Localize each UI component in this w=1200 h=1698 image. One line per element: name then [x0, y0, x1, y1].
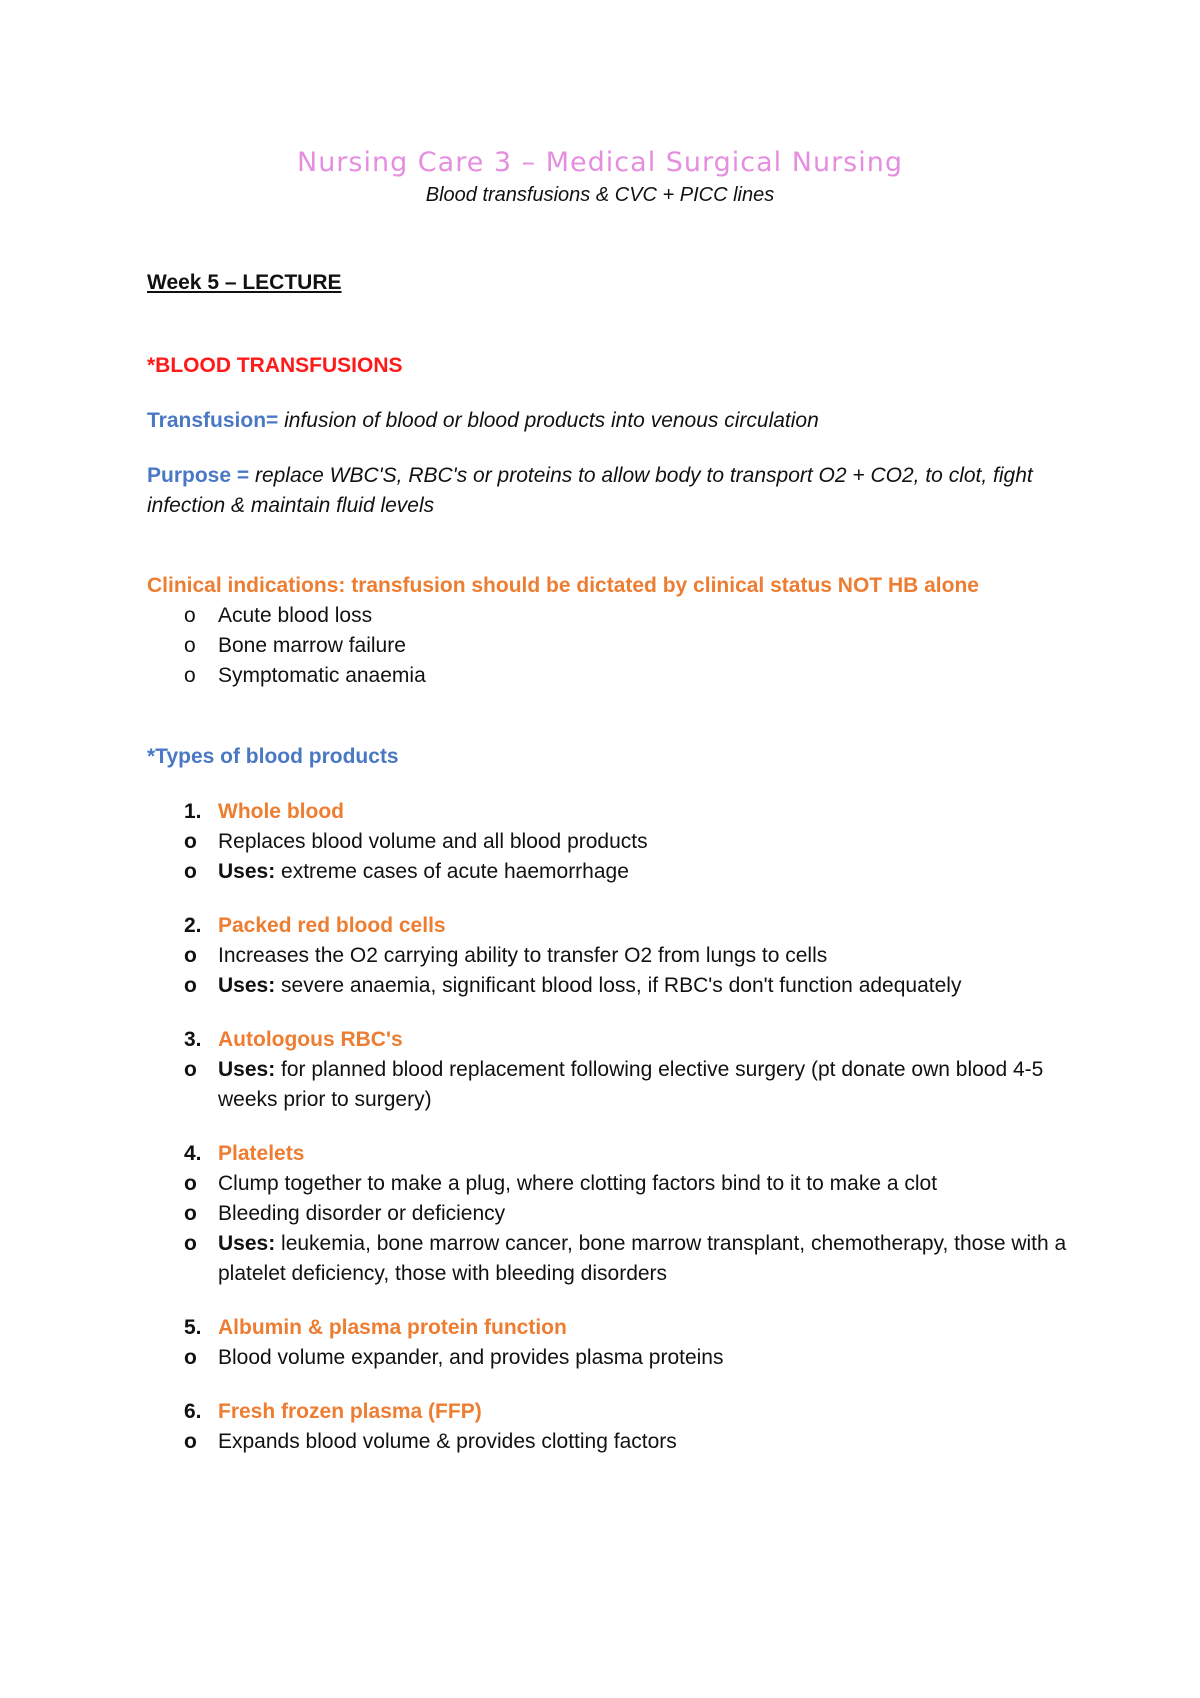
- bullet-text: Expands blood volume & provides clotting factors: [218, 1430, 677, 1453]
- list-item: o Acute blood loss: [147, 601, 1067, 631]
- clinical-indications-heading: Clinical indications: transfusion should be dictated by clinical status NOT HB alone: [147, 574, 979, 597]
- list-item: [147, 827, 1067, 857]
- product-bullets: [147, 1343, 1067, 1373]
- uses-label: Uses:: [218, 860, 276, 883]
- product-title: Whole blood: [218, 800, 344, 823]
- product-number: 3.: [184, 1028, 202, 1051]
- product-title: Platelets: [218, 1142, 305, 1165]
- list-item: [147, 941, 1067, 971]
- list-item: [147, 1343, 1067, 1373]
- bullet-text: for planned blood replacement following elective surgery (pt donate own blood 4-5 weeks prior to surgery): [218, 1058, 1044, 1111]
- bullet-text: Blood volume expander, and provides plasma proteins: [218, 1346, 724, 1369]
- product-title: Albumin & plasma protein function: [218, 1316, 567, 1339]
- uses-label: Uses:: [218, 1232, 276, 1255]
- bullet-text: Clump together to make a plug, where clotting factors bind to it to make a clot: [218, 1172, 938, 1195]
- bullet-text: Replaces blood volume and all blood products: [218, 830, 648, 853]
- list-item: [147, 1169, 1067, 1199]
- list-item: o Symptomatic anaemia: [147, 661, 1067, 691]
- document-subtitle: Blood transfusions & CVC + PICC lines: [425, 183, 775, 206]
- product-heading: [147, 911, 1067, 941]
- product-heading: [147, 1139, 1067, 1169]
- transfusion-text: infusion of blood or blood products into venous circulation: [278, 409, 819, 432]
- uses-label: Uses:: [218, 1058, 276, 1081]
- list-item: [147, 1199, 1067, 1229]
- product-title: Packed red blood cells: [218, 914, 446, 937]
- list-item: [147, 1055, 1067, 1115]
- product-number: 4.: [184, 1142, 202, 1165]
- bullet-text: leukemia, bone marrow cancer, bone marrow transplant, chemotherapy, those with a platelet deficiency, those with bleeding disorders: [218, 1232, 1067, 1285]
- product-bullets: [147, 1427, 1067, 1457]
- purpose-label: Purpose =: [147, 464, 250, 487]
- clinical-indications-list: [147, 601, 1067, 691]
- bullet-text: extreme cases of acute haemorrhage: [275, 860, 629, 883]
- week-heading: Week 5 – LECTURE: [147, 271, 342, 294]
- bullet-text: Bleeding disorder or deficiency: [218, 1202, 506, 1225]
- blood-transfusions-heading: *BLOOD TRANSFUSIONS: [147, 354, 403, 377]
- product-bullets: [147, 941, 1067, 1001]
- product-heading: [147, 797, 1067, 827]
- document-body: [147, 268, 1067, 1457]
- product-bullets: [147, 827, 1067, 887]
- product-number: 5.: [184, 1316, 202, 1339]
- product-number: 1.: [184, 800, 202, 823]
- product-heading: [147, 1025, 1067, 1055]
- product-number: 2.: [184, 914, 202, 937]
- product-bullets: [147, 1055, 1067, 1115]
- product-bullets: [147, 1169, 1067, 1289]
- bullet-text: Increases the O2 carrying ability to transfer O2 from lungs to cells: [218, 944, 828, 967]
- list-item: o Bone marrow failure: [147, 631, 1067, 661]
- document-title: Nursing Care 3 – Medical Surgical Nursing: [297, 147, 903, 178]
- types-heading: *Types of blood products: [147, 745, 399, 768]
- purpose-definition: [147, 461, 1067, 521]
- list-item: [147, 1427, 1067, 1457]
- product-title: Autologous RBC's: [218, 1028, 403, 1051]
- bullet-text: severe anaemia, significant blood loss, if RBC's don't function adequately: [275, 974, 962, 997]
- purpose-text: replace WBC'S, RBC's or proteins to allow body to transport O2 + CO2, to clot, fight infection & maintain fluid levels: [147, 464, 1033, 517]
- document-header: [0, 148, 1200, 207]
- list-item: [147, 857, 1067, 887]
- list-item: [147, 971, 1067, 1001]
- product-heading: [147, 1397, 1067, 1427]
- product-title: Fresh frozen plasma (FFP): [218, 1400, 482, 1423]
- uses-label: Uses:: [218, 974, 276, 997]
- product-heading: [147, 1313, 1067, 1343]
- transfusion-label: Transfusion=: [147, 409, 279, 432]
- list-item: [147, 1229, 1067, 1289]
- product-number: 6.: [184, 1400, 202, 1423]
- transfusion-definition: [147, 406, 1067, 436]
